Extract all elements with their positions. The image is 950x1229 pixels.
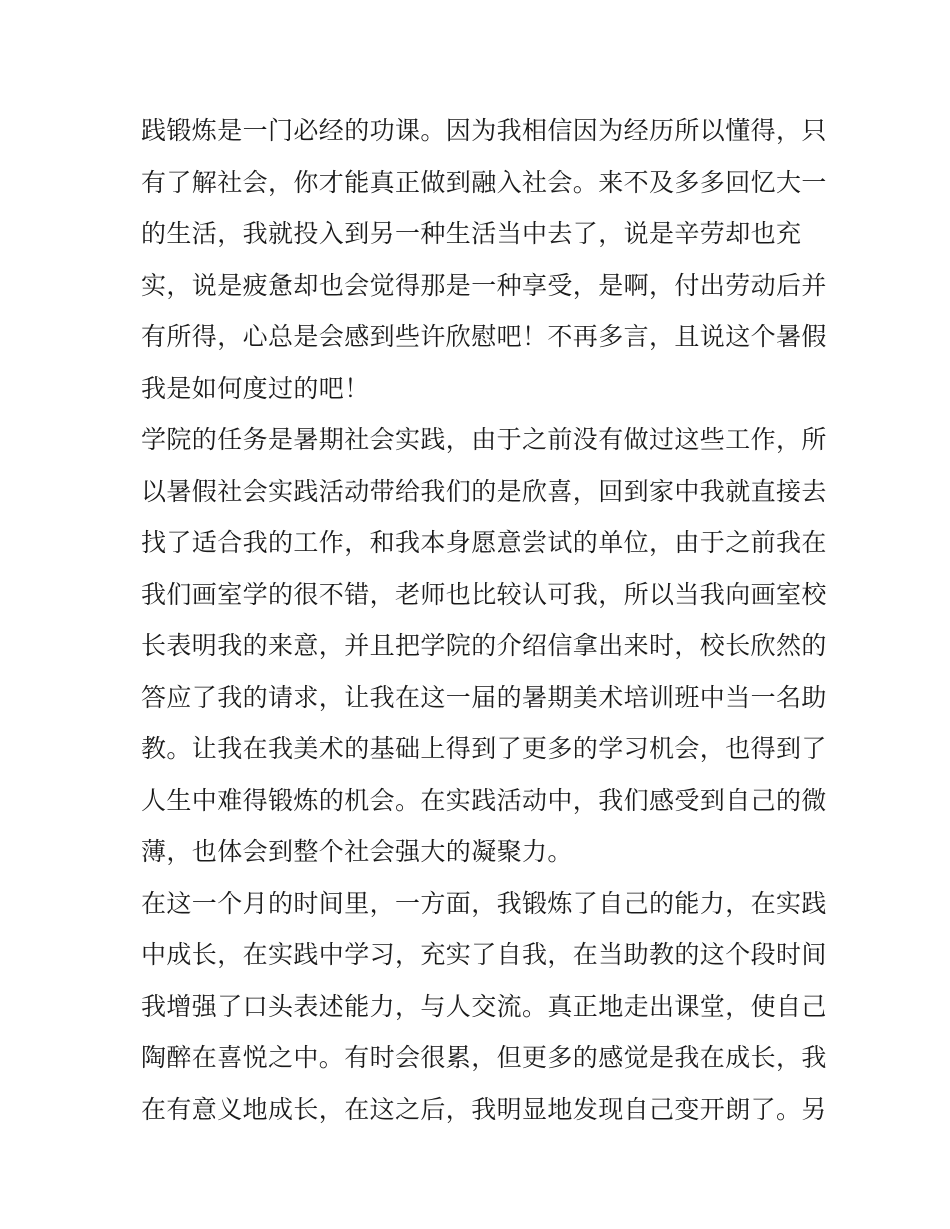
text-line: 实，说是疲惫却也会觉得那是一种享受，是啊，付出劳动后并: [141, 270, 827, 300]
text-line: 践锻炼是一门必经的功课。因为我相信因为经历所以懂得，只: [141, 116, 827, 145]
text-line: 在有意义地成长，在这之后，我明显地发现自己变开朗了。另: [141, 1094, 827, 1124]
text-line: 教。让我在我美术的基础上得到了更多的学习机会，也得到了: [141, 734, 827, 763]
text-line: 中成长，在实践中学习，充实了自我，在当助教的这个段时间: [141, 940, 827, 969]
text-line: 有所得，心总是会感到些许欣慰吧！不再多言，且说这个暑假: [141, 322, 827, 351]
text-line: 学院的任务是暑期社会实践，由于之前没有做过这些工作，所: [141, 425, 827, 454]
text-line: 长表明我的来意，并且把学院的介绍信拿出来时，校长欣然的: [141, 631, 827, 660]
text-line: 答应了我的请求，让我在这一届的暑期美术培训班中当一名助: [141, 682, 827, 712]
text-line: 有了解社会，你才能真正做到融入社会。来不及多多回忆大一: [141, 167, 827, 197]
text-line: 人生中难得锻炼的机会。在实践活动中，我们感受到自己的微: [141, 785, 827, 815]
text-line: 在这一个月的时间里，一方面，我锻炼了自己的能力，在实践: [141, 888, 827, 918]
text-line: 找了适合我的工作，和我本身愿意尝试的单位，由于之前我在: [141, 528, 827, 557]
text-line: 我增强了口头表述能力，与人交流。真正地走出课堂，使自己: [141, 991, 827, 1021]
body-text: [141, 105, 827, 1135]
text-line: 薄，也体会到整个社会强大的凝聚力。: [141, 837, 573, 866]
text-line: 陶醉在喜悦之中。有时会很累，但更多的感觉是我在成长，我: [141, 1043, 827, 1072]
text-line: 的生活，我就投入到另一种生活当中去了，说是辛劳却也充: [141, 219, 802, 248]
text-line: 以暑假社会实践活动带给我们的是欣喜，回到家中我就直接去: [141, 476, 827, 506]
text-line: 我是如何度过的吧！: [141, 373, 370, 403]
text-line: 我们画室学的很不错，老师也比较认可我，所以当我向画室校: [141, 579, 827, 609]
